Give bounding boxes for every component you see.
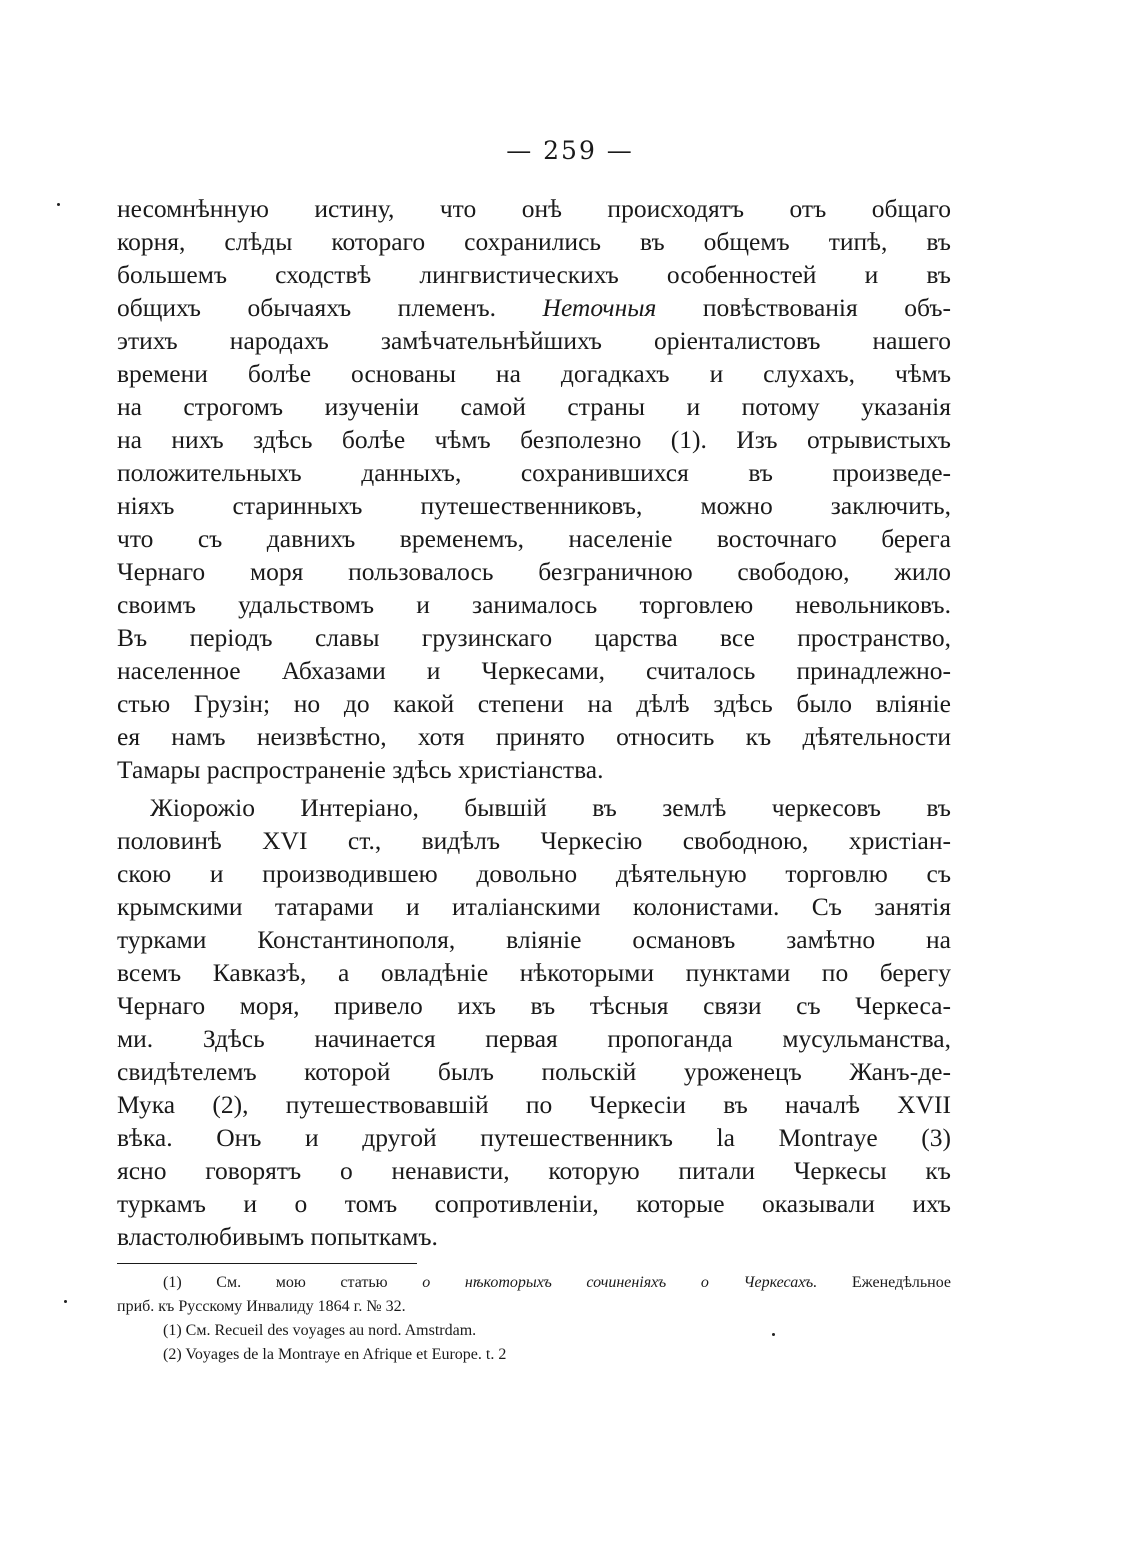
text-line: Въ періодъ славы грузинскаго царства все пространство,	[117, 623, 951, 652]
text-line: Чернаго моря пользовалось безграничною свободою, жило	[117, 557, 951, 586]
text-line: несомнѣнную истину, что онѣ происходятъ отъ общаго	[117, 194, 951, 223]
text-line: властолюбивымъ попыткамъ.	[117, 1222, 438, 1251]
text-line: Жіорожіо Интеріано, бывшій въ землѣ черкесовъ въ	[150, 793, 951, 822]
footnote-line	[117, 1271, 951, 1295]
italic-emphasis: Неточныя	[542, 293, 657, 322]
text-line	[117, 291, 951, 324]
italic-emphasis: о нѣкоторыхъ сочиненіяхъ о Черкесахъ.	[422, 1274, 818, 1291]
page-number: — 259 —	[506, 136, 634, 165]
text-line: ніяхъ старинныхъ путешественниковъ, можно заключить,	[117, 491, 951, 520]
scan-speck	[57, 203, 60, 206]
text-line: на нихъ здѣсь болѣе чѣмъ безполезно (1). Изъ отрывистыхъ	[117, 425, 951, 454]
paragraph-2	[117, 791, 951, 1253]
text-line: времени болѣе основаны на догадкахъ и слухахъ, чѣмъ	[117, 359, 951, 388]
footnote-line: приб. къ Русскому Инвалиду 1864 г. № 32.	[117, 1298, 406, 1315]
text-line: Чернаго моря, привело ихъ въ тѣсныя связи съ Черкеса-	[117, 991, 951, 1020]
text-run: повѣствованія объ-	[656, 293, 951, 322]
text-line: Тамары распространеніе здѣсь христіанства.	[117, 755, 604, 784]
text-line: населенное Абхазами и Черкесами, считалось принадлежно-	[117, 656, 951, 685]
text-line: на строгомъ изученіи самой страны и потому указанія	[117, 392, 951, 421]
text-line: свидѣтелемъ которой былъ польскій уроженецъ Жанъ-де-	[117, 1057, 951, 1086]
text-line: этихъ народахъ замѣчательнѣйшихъ оріенталистовъ нашего	[117, 326, 951, 355]
scan-speck	[64, 1300, 67, 1303]
footnote-2	[117, 1319, 951, 1343]
text-line: ея намъ неизвѣстно, хотя принято относить къ дѣятельности	[117, 722, 951, 751]
text-line: скою и производившею довольно дѣятельную торговлю съ	[117, 859, 951, 888]
text-line: положительныхъ данныхъ, сохранившихся въ произведе-	[117, 458, 951, 487]
main-text	[117, 192, 951, 1253]
text-line: всемъ Кавказѣ, а овладѣніе нѣкоторыми пунктами по берегу	[117, 958, 951, 987]
footnote-line: (1) См. Recueil des voyages au nord. Amstrdam.	[163, 1322, 477, 1339]
text-run: общихъ обычаяхъ племенъ.	[117, 293, 543, 322]
text-line: что съ давнихъ временемъ, населеніе восточнаго берега	[117, 524, 951, 553]
text-line: ясно говорятъ о ненависти, которую питали Черкесы къ	[117, 1156, 951, 1185]
text-line: крымскими татарами и италіанскими колонистами. Съ занятія	[117, 892, 951, 921]
text-line: турками Константинополя, вліяніе османовъ замѣтно на	[117, 925, 951, 954]
footnotes	[117, 1271, 951, 1367]
text-run: Еженедѣльное	[817, 1274, 952, 1291]
footnote-3	[117, 1343, 951, 1367]
text-run: (1) См. мою статью	[163, 1274, 423, 1291]
footnote-line: (2) Voyages de la Montraye en Afrique et Europe. t. 2	[163, 1346, 507, 1363]
text-line: Мука (2), путешествовавшій по Черкесіи въ началѣ XVII	[117, 1090, 951, 1119]
text-line: своимъ удальствомъ и занималось торговлею невольниковъ.	[117, 590, 951, 619]
text-line: корня, слѣды котораго сохранились въ общемъ типѣ, въ	[117, 227, 951, 256]
text-line: туркамъ и о томъ сопротивленіи, которые оказывали ихъ	[117, 1189, 951, 1218]
paragraph-1	[117, 192, 951, 786]
text-line: ми. Здѣсь начинается первая пропоганда мусульманства,	[117, 1024, 951, 1053]
text-line: большемъ сходствѣ лингвистическихъ особенностей и въ	[117, 260, 951, 289]
text-line: вѣка. Онъ и другой путешественникъ la Montraye (3)	[117, 1123, 951, 1152]
text-line: стью Грузін; но до какой степени на дѣлѣ здѣсь было вліяніе	[117, 689, 951, 718]
footnote-1	[117, 1271, 951, 1319]
scan-speck	[772, 1333, 775, 1336]
footnote-divider	[117, 1263, 417, 1264]
text-line: половинѣ XVI ст., видѣлъ Черкесію свободною, христіан-	[117, 826, 951, 855]
